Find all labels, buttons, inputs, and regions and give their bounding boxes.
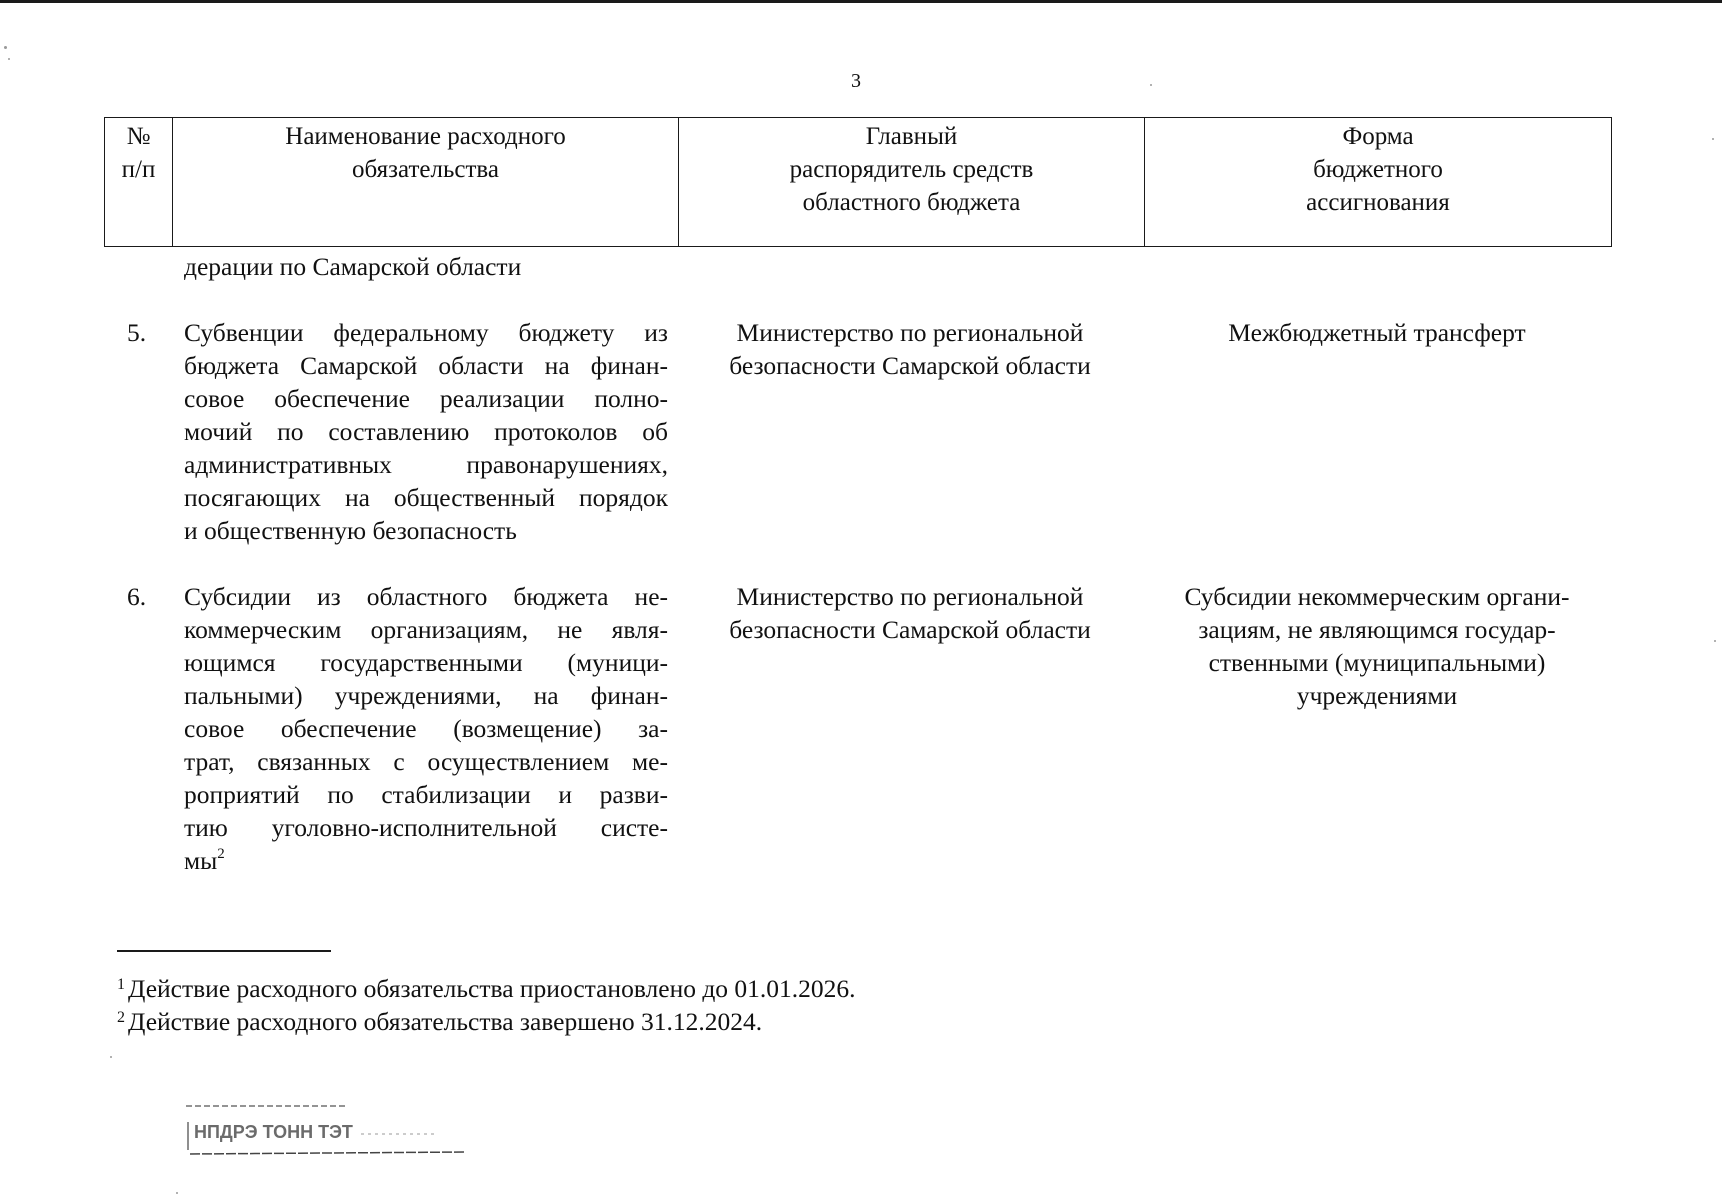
- header-cell-chief-administrator: [679, 118, 1145, 246]
- header-text: распорядитель средств: [789, 156, 1034, 183]
- header-text: Наименование расходного: [285, 123, 566, 150]
- text-line: безопасности Самарской области: [729, 615, 1091, 644]
- text-line: бюджета Самарской области на финан-: [184, 351, 668, 380]
- header-cell-obligation-name: [173, 118, 679, 246]
- footnote: [117, 1005, 762, 1038]
- header-text: обязательства: [352, 156, 499, 183]
- header-text: бюджетного: [1313, 156, 1443, 183]
- text-line: Субвенции федеральному бюджету из: [184, 318, 668, 347]
- row-number: 6.: [127, 582, 147, 611]
- allocation-form-cell: [1142, 580, 1612, 712]
- text-line: безопасности Самарской области: [729, 351, 1091, 380]
- footnote-text: Действие расходного обязательства приостановлено до 01.01.2026.: [128, 974, 856, 1003]
- header-text: №: [126, 123, 151, 150]
- table-header: [104, 117, 1612, 247]
- header-text: областного бюджета: [802, 189, 1021, 216]
- scan-speck: [1712, 138, 1714, 140]
- footnote-separator: [117, 950, 331, 952]
- text-line: трат, связанных с осуществлением ме-: [184, 747, 668, 776]
- scan-speck: [110, 1056, 112, 1058]
- scan-speck: [8, 58, 10, 60]
- page-top-rule: [0, 0, 1722, 3]
- header-text: ассигнования: [1306, 189, 1450, 216]
- text-line: мочий по составлению протоколов об: [184, 417, 668, 446]
- row-number: 5.: [127, 318, 147, 347]
- chief-administrator-cell: [690, 580, 1130, 646]
- text-line: ственными (муниципальными): [1208, 648, 1546, 677]
- page-number: 3: [851, 70, 861, 92]
- scan-speck: [4, 46, 7, 49]
- header-cell-number: [105, 118, 173, 246]
- text-line: Министерство по региональной: [736, 582, 1084, 611]
- footnote-mark: 1: [117, 976, 125, 993]
- scan-speck: [176, 1192, 178, 1194]
- faded-stamp-image: [186, 1102, 472, 1158]
- header-text: Форма: [1342, 123, 1414, 150]
- text-line: роприятий по стабилизации и разви-: [184, 780, 668, 809]
- scan-speck: [1150, 84, 1152, 86]
- stamp-lettering: НПДРЭ ТОНН ТЭТ: [194, 1122, 353, 1142]
- text-line: административных правонарушениях,: [184, 450, 668, 479]
- text-line: посягающих на общественный порядок: [184, 483, 668, 512]
- text-line: учреждениями: [1296, 681, 1458, 710]
- obligation-name-cell: [184, 580, 668, 877]
- scan-speck: [1714, 640, 1716, 642]
- chief-administrator-cell: [690, 316, 1130, 382]
- text-line: Министерство по региональной: [736, 318, 1084, 347]
- text-line-with-footnote: [184, 844, 668, 877]
- text-line: совое обеспечение (возмещение) за-: [184, 714, 668, 743]
- footnote-text: Действие расходного обязательства завершено 31.12.2024.: [128, 1007, 763, 1036]
- text-line: зациям, не являющимся государ-: [1198, 615, 1556, 644]
- header-cell-allocation-form: [1145, 118, 1611, 246]
- obligation-name-cell: [184, 316, 668, 547]
- text-line: Межбюджетный трансферт: [1228, 318, 1526, 347]
- text-line: пальными) учреждениями, на финан-: [184, 681, 668, 710]
- text-line: Субсидии из областного бюджета не-: [184, 582, 668, 611]
- text-line: мы: [184, 846, 218, 875]
- footnote-mark: 2: [117, 1009, 125, 1026]
- footnote-reference: 2: [217, 846, 225, 862]
- footnote: [117, 972, 856, 1005]
- allocation-form-cell: [1142, 316, 1612, 349]
- text-line: ющимся государственными (муници-: [184, 648, 668, 677]
- text-line: тию уголовно-исполнительной систе-: [184, 813, 668, 842]
- text-line: и общественную безопасность: [184, 516, 517, 545]
- header-text: п/п: [121, 156, 156, 183]
- text-line: коммерческим организациям, не явля-: [184, 615, 668, 644]
- header-text: Главный: [865, 123, 958, 150]
- continuation-text: дерации по Самарской области: [184, 252, 522, 281]
- text-line: Субсидии некоммерческим органи-: [1184, 582, 1570, 611]
- text-line: совое обеспечение реализации полно-: [184, 384, 668, 413]
